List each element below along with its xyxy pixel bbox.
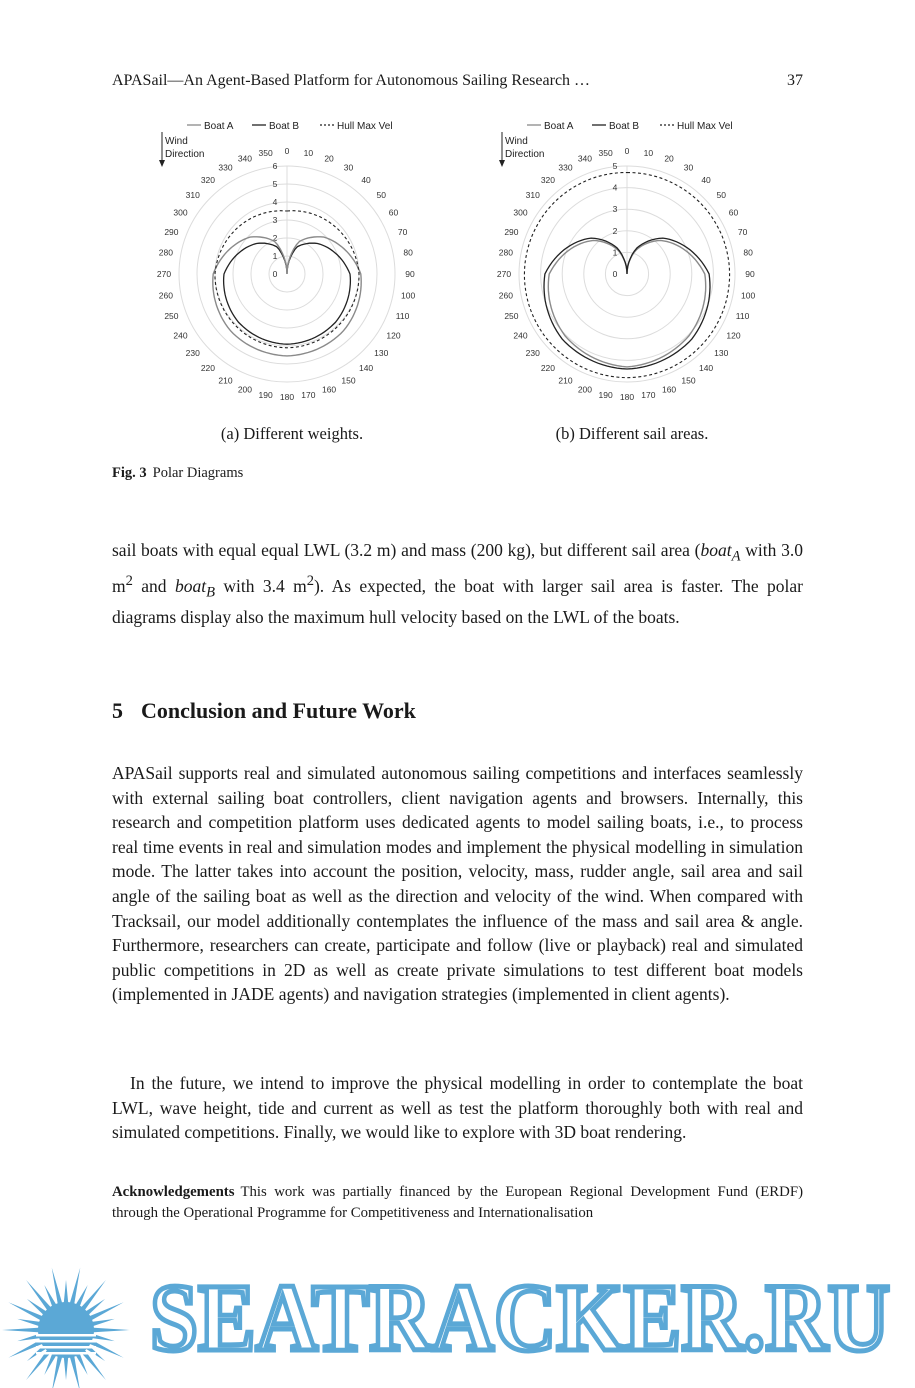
polar-a-angle-label: 80 — [403, 247, 413, 258]
polar-b-wind-arrow-head — [499, 160, 505, 167]
p1-boat-b: boat$_B$ — [174, 575, 215, 601]
polar-b-angle-label: 200 — [577, 384, 593, 395]
sun-ray — [64, 1280, 69, 1304]
polar-b-angle-label: 280 — [498, 247, 513, 258]
sun-ray — [88, 1302, 123, 1321]
polar-b-angle-label: 180 — [619, 392, 635, 402]
polar-a-angle-label: 150 — [341, 375, 356, 386]
sun-ray — [69, 1268, 80, 1306]
section-number: 5 — [112, 698, 123, 723]
polar-a-angle-label: 20 — [324, 153, 334, 164]
polar-b-angle-label: 260 — [498, 290, 513, 301]
subcaption-a: (a) Different weights. — [220, 424, 364, 443]
figure-caption-label: Fig. 3 — [112, 465, 147, 481]
polar-a-angle-label: 220 — [200, 363, 216, 374]
watermark-text: SEATRACKER.RU — [150, 1264, 890, 1371]
polar-b-wind-label: Direction — [505, 149, 545, 160]
polar-a-radial-label: 1 — [272, 251, 278, 261]
polar-a-angle-label: 70 — [397, 226, 408, 237]
polar-b-radial-label: 4 — [612, 182, 618, 193]
polar-b-angle-label: 90 — [745, 269, 755, 279]
polar-b-angle-label: 150 — [681, 375, 696, 386]
polar-a-wind-label: Wind — [165, 136, 188, 147]
sun-ray — [8, 1302, 43, 1321]
sun-disc — [38, 1302, 94, 1358]
sun-ray — [91, 1319, 115, 1327]
polar-a-angle-label: 260 — [158, 290, 173, 301]
polar-a-radial-label: 0 — [272, 269, 278, 279]
p1-text-5: ). As expected, the boat with larger sail area is faster. The polar diagrams display also the maximum hull velocity based on the LWL of the boats. — [112, 575, 803, 628]
polar-a-angle-label: 330 — [218, 162, 233, 173]
p1-sup-2: 2 — [306, 573, 314, 590]
polar-a-angle-label: 240 — [173, 330, 188, 341]
sun-ray — [17, 1319, 41, 1327]
polar-a-angle-label: 60 — [388, 207, 399, 218]
figure-polar-diagrams — [112, 112, 803, 452]
polar-b-angle-label: 250 — [504, 311, 519, 322]
polar-a-angle-label: 250 — [164, 311, 179, 322]
p1-text-4: with 3.4 m — [214, 575, 307, 596]
polar-a-angle-label: 280 — [158, 247, 173, 258]
sun-stripe — [36, 1352, 96, 1355]
polar-b-angle-label: 130 — [714, 348, 729, 359]
figure-caption-text: Polar Diagrams — [152, 465, 244, 481]
polar-chart-b-svg — [472, 112, 792, 412]
polar-b-radial-label: 5 — [612, 161, 618, 171]
polar-b-angle-label: 340 — [577, 153, 593, 164]
polar-a-angle-label: 140 — [358, 363, 374, 374]
page-number: 37 — [787, 72, 803, 89]
polar-a-radial-label: 2 — [272, 233, 278, 243]
polar-b-radial-label: 2 — [612, 225, 618, 236]
polar-b-angle-label: 220 — [540, 363, 556, 374]
p1-text-2: with 3.0 m — [112, 540, 803, 596]
polar-a-radial-label: 4 — [272, 197, 278, 207]
polar-b-radial-label: 0 — [612, 269, 618, 279]
polar-a-radial-label: 6 — [272, 161, 278, 171]
polar-a-radial-label: 5 — [272, 179, 278, 189]
polar-a-angle-label: 30 — [343, 162, 354, 173]
polar-a-angle-label: 180 — [279, 392, 295, 402]
polar-b-angle-label: 190 — [598, 390, 613, 401]
polar-b-legend-label: Boat A — [544, 121, 574, 132]
polar-a-angle-label: 130 — [374, 348, 389, 359]
polar-a-angle-label: 290 — [164, 226, 179, 237]
watermark-logo — [0, 1250, 915, 1388]
polar-b-angle-label: 210 — [558, 375, 573, 386]
polar-b-angle-label: 40 — [701, 174, 711, 185]
figure-caption — [112, 465, 243, 482]
polar-a-angle-label: 190 — [258, 390, 273, 401]
polar-b-angle-label: 320 — [540, 174, 556, 185]
polar-a-legend-label: Hull Max Vel — [337, 121, 393, 132]
polar-b-wind-label: Wind — [505, 136, 528, 147]
polar-a-angle-label: 350 — [258, 147, 273, 158]
polar-b-radial-label: 3 — [612, 204, 618, 215]
sun-ray — [52, 1268, 63, 1306]
polar-chart-a-svg — [132, 112, 452, 412]
paragraph-sail-areas — [112, 538, 803, 630]
subcaption-b: (b) Different sail areas. — [555, 424, 709, 443]
polar-a-wind-label: Direction — [165, 149, 205, 160]
polar-a-angle-label: 300 — [173, 207, 188, 218]
polar-a-radial-label: 3 — [272, 215, 278, 225]
polar-a-angle-label: 200 — [237, 384, 253, 395]
polar-a-angle-label: 0 — [284, 146, 290, 156]
polar-b-angle-label: 120 — [726, 330, 741, 341]
polar-a-angle-label: 100 — [401, 290, 416, 301]
sun-ray — [64, 1356, 69, 1380]
polar-b-angle-label: 140 — [698, 363, 714, 374]
polar-chart-b — [472, 112, 792, 412]
polar-a-legend-label: Boat B — [269, 121, 300, 132]
section-title: Conclusion and Future Work — [141, 698, 416, 723]
sun-ray — [26, 1280, 52, 1311]
polar-b-angle-label: 290 — [504, 226, 519, 237]
polar-b-angle-label: 60 — [728, 207, 739, 218]
running-title: APASail—An Agent-Based Platform for Autonomous Sailing Research … — [112, 72, 591, 89]
polar-b-legend-label: Hull Max Vel — [677, 121, 733, 132]
p1-text-3: and — [132, 575, 175, 596]
sun-ray — [92, 1328, 130, 1333]
sun-ray — [2, 1328, 40, 1333]
polar-a-angle-label: 230 — [185, 348, 200, 359]
sun-stripe — [36, 1346, 96, 1349]
sun-stripe — [36, 1334, 96, 1337]
polar-b-angle-label: 270 — [496, 269, 512, 279]
polar-b-angle-label: 80 — [743, 247, 753, 258]
polar-b-angle-label: 100 — [741, 290, 756, 301]
polar-chart-a — [132, 112, 452, 412]
p1-boat-a: boat$_A$ — [700, 540, 741, 565]
section-heading — [112, 698, 416, 724]
polar-b-angle-label: 350 — [598, 147, 613, 158]
paragraph-conclusion: APASail supports real and simulated autonomous sailing competitions and interfaces seamlessly with external sailing boat controllers, client navigation agents and browsers. Internally, this research and competition platform uses dedicated agents to model sailing boats, i.e., to process real time events in real and simulation modes and implement the physical modelling in simulation mode. The latter takes into account the position, velocity, mass, rudder angle, sail area and sail angle of the sailing boat as well as the direction and velocity of the wind. When compared with Tracksail, our model additionally contemplates the influence of the mass and sail area & angle. Furthermore, researchers can create, participate and follow (live or playback) real and simulated public competitions in 2D as well as create private simulations to test different boat models (implemented in JADE agents) and navigation strategies (implemented in client agents). — [112, 763, 803, 1005]
polar-b-angle-label: 50 — [716, 189, 726, 200]
polar-a-angle-label: 120 — [386, 330, 401, 341]
polar-b-angle-label: 20 — [664, 153, 674, 164]
polar-b-angle-label: 330 — [558, 162, 573, 173]
polar-b-angle-label: 160 — [661, 384, 677, 395]
polar-b-angle-label: 170 — [641, 390, 656, 401]
polar-b-angle-label: 230 — [525, 348, 540, 359]
polar-a-angle-label: 210 — [218, 375, 233, 386]
polar-b-angle-label: 300 — [513, 207, 528, 218]
polar-a-angle-label: 170 — [301, 390, 316, 401]
polar-a-angle-label: 320 — [200, 174, 216, 185]
polar-a-angle-label: 50 — [376, 189, 386, 200]
polar-b-angle-label: 110 — [735, 311, 750, 322]
polar-b-angle-label: 0 — [624, 146, 630, 156]
polar-a-angle-label: 270 — [156, 269, 172, 279]
polar-b-angle-label: 240 — [513, 330, 528, 341]
polar-b-angle-label: 10 — [643, 147, 654, 158]
polar-a-angle-label: 160 — [321, 384, 337, 395]
polar-b-legend-label: Boat B — [609, 121, 640, 132]
acknowledgements-text: This work was partially financed by the European Regional Development Fund (ERDF) through the Operational Programme for Competitiveness and Internationalisation — [112, 1184, 803, 1221]
polar-a-angle-label: 110 — [395, 311, 410, 322]
polar-a-angle-label: 40 — [361, 174, 371, 185]
running-header — [112, 72, 803, 94]
sun-stripe — [36, 1340, 96, 1343]
acknowledgements — [112, 1182, 803, 1223]
polar-a-angle-label: 310 — [185, 189, 200, 200]
polar-b-angle-label: 70 — [737, 226, 748, 237]
polar-a-angle-label: 340 — [237, 153, 253, 164]
polar-b-radial-label: 1 — [612, 247, 618, 258]
polar-a-wind-arrow-head — [159, 160, 165, 167]
acknowledgements-label: Acknowledgements — [112, 1184, 235, 1200]
polar-a-angle-label: 90 — [405, 269, 415, 279]
polar-b-angle-label: 310 — [525, 189, 540, 200]
sun-icon — [2, 1268, 130, 1388]
sun-ray — [80, 1280, 106, 1311]
p1-sup-1: 2 — [125, 573, 133, 590]
paragraph-future-work: In the future, we intend to improve the physical modelling in order to contemplate the boat LWL, wave height, tide and current as well as test the platform thoroughly both with real and simulated competitions. Finally, we would like to explore with 3D boat rendering. — [112, 1073, 803, 1143]
p1-text-1: sail boats with equal equal LWL (3.2 m) and mass (200 kg), but different sail area ( — [112, 540, 701, 560]
polar-a-legend-label: Boat A — [204, 121, 234, 132]
polar-b-angle-label: 30 — [683, 162, 694, 173]
polar-a-angle-label: 10 — [303, 147, 314, 158]
